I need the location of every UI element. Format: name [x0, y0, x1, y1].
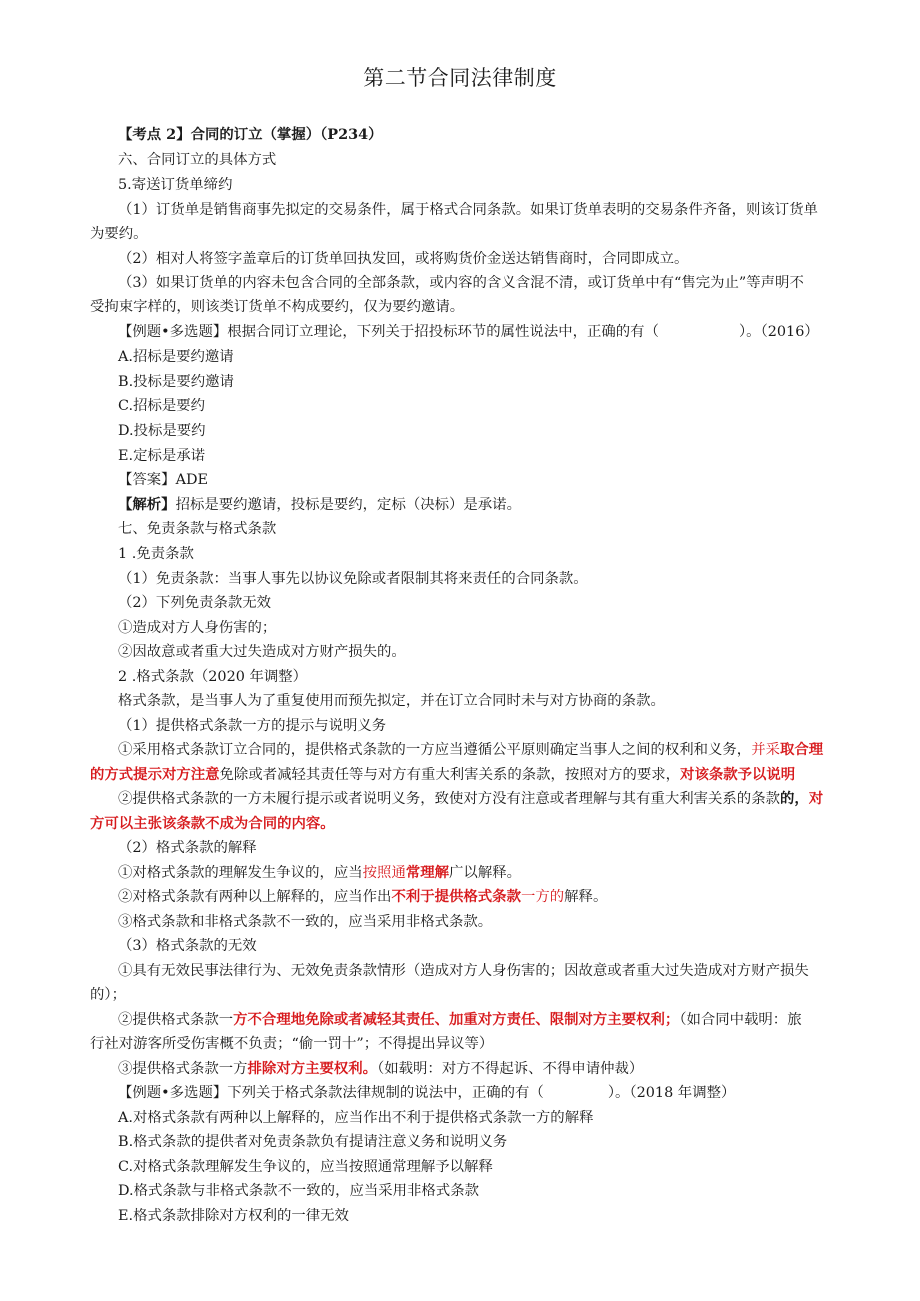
list-item — [118, 1059, 643, 1079]
paragraph-line: 为要约。 — [90, 226, 148, 242]
subsection-heading: 六、合同订立的具体方式 — [118, 152, 277, 168]
list-item: ①具有无效民事法律行为、无效免责条款情形（造成对方人身伤害的；因故意或者重大过失造成对方财产损失 — [118, 963, 809, 979]
question-suffix: ）。（2016） — [738, 324, 819, 340]
question-suffix: ）。（2018 年调整） — [607, 1085, 736, 1101]
item-heading: 1 .免责条款 — [118, 546, 194, 562]
paragraph-line: （3）格式条款的无效 — [118, 938, 257, 954]
list-item — [118, 1010, 802, 1030]
highlight-text: 取合理 — [780, 741, 824, 758]
item-heading: 5.寄送订货单缔约 — [118, 177, 233, 193]
option-item: B.格式条款的提供者对免责条款负有提请注意义务和说明义务 — [118, 1134, 508, 1150]
highlight-text: 对 — [808, 790, 824, 807]
option-item: A.招标是要约邀请 — [118, 349, 234, 365]
plain-text: ②提供格式条款一 — [118, 1012, 234, 1028]
paragraph-line — [118, 789, 823, 809]
list-item-continued: 行社对游客所受伤害概不负责；“偷一罚十”；不得提出异议等） — [90, 1036, 494, 1052]
plain-text: （如载明：对方不得起诉、不得申请仲裁） — [377, 1061, 644, 1077]
item-heading: 2 .格式条款（2020 年调整） — [118, 669, 308, 685]
analysis-text: 招标是要约邀请，投标是要约，定标（决标）是承诺。 — [175, 497, 521, 513]
paragraph-line: 方可以主张该条款不成为合同的内容。 — [90, 815, 335, 832]
highlight-text: 方不合理地免除或者减轻其责任、加重对方责任、限制对方主要权利； — [233, 1011, 680, 1028]
paragraph-line: 受拘束字样的，则该类订货单不构成要约，仅为要约邀请。 — [90, 299, 465, 315]
plain-text: ②对格式条款有两种以上解释的，应当作出 — [118, 889, 392, 905]
plain-text: （如合同中载明：旅 — [679, 1012, 802, 1028]
paragraph-line: （2）相对人将签字盖章后的订货单回执发回，或将购货价金送达销售商时，合同即成立。 — [118, 251, 689, 267]
list-item: ①造成对方人身伤害的； — [118, 620, 277, 636]
paragraph-line — [118, 740, 823, 760]
option-item: E.定标是承诺 — [118, 448, 206, 464]
question-text: 【例题•多选题】下列关于格式条款法律规制的说法中，正确的有（ — [118, 1085, 544, 1101]
plain-text: ①对格式条款的理解发生争议的，应当 — [118, 865, 363, 881]
paragraph-line — [90, 765, 795, 785]
list-item: ③格式条款和非格式条款不一致的，应当采用非格式条款。 — [118, 914, 493, 930]
highlight-text: 的方式提示对方注意 — [90, 766, 220, 783]
analysis-label: 【解析】 — [118, 496, 176, 513]
example-question — [118, 322, 819, 342]
list-item: ②因故意或者重大过失造成对方财产损失的。 — [118, 644, 406, 660]
bold-text: 的， — [779, 790, 809, 807]
paragraph-line: （1）订货单是销售商事先拟定的交易条件，属于格式合同条款。如果订货单表明的交易条件齐备，则该订货单 — [118, 202, 818, 218]
highlight-text: 并采 — [751, 742, 780, 758]
option-item: E.格式条款排除对方权利的一律无效 — [118, 1208, 349, 1224]
plain-text: ①采用格式条款订立合同的，提供格式条款的一方应当遵循公平原则确定当事人之间的权利和义务， — [118, 742, 752, 758]
page-title: 第二节合同法律制度 — [363, 66, 557, 90]
option-item: D.投标是要约 — [118, 423, 206, 439]
paragraph-line: 格式条款，是当事人为了重复使用而预先拟定，并在订立合同时未与对方协商的条款。 — [118, 693, 665, 709]
option-item: B.投标是要约邀请 — [118, 374, 234, 390]
highlight-text: 一方的 — [520, 889, 565, 905]
list-item-continued: 的）； — [90, 987, 126, 1003]
plain-text: ③提供格式条款一方 — [118, 1061, 248, 1077]
paragraph-line: （3）如果订货单的内容未包含合同的全部条款，或内容的含义含混不清，或订货单中有“售完为止”等声明不 — [118, 275, 804, 291]
section-heading: 【考点 2】合同的订立（掌握）（P234） — [118, 126, 383, 143]
highlight-text: 排除对方主要权利。 — [247, 1060, 378, 1077]
list-item — [118, 863, 521, 883]
highlight-text: 按照通 — [362, 865, 406, 881]
paragraph-line: （2）格式条款的解释 — [118, 840, 257, 856]
option-item: C.招标是要约 — [118, 398, 206, 414]
paragraph-line: （1）提供格式条款一方的提示与说明义务 — [118, 718, 387, 734]
question-text: 【例题•多选题】根据合同订立理论，下列关于招投标环节的属性说法中，正确的有（ — [118, 324, 659, 340]
paragraph-line: （2）下列免责条款无效 — [118, 595, 272, 611]
highlight-text: 对该条款予以说明 — [680, 766, 796, 783]
list-item — [118, 887, 607, 907]
option-item: A.对格式条款有两种以上解释的，应当作出不利于提供格式条款一方的解释 — [118, 1110, 594, 1126]
plain-text: 免除或者减轻其责任等与对方有重大利害关系的条款，按照对方的要求， — [219, 767, 681, 783]
paragraph-line: （1）免责条款：当事人事先以协议免除或者限制其将来责任的合同条款。 — [118, 571, 588, 587]
plain-text: 解释。 — [564, 889, 608, 905]
plain-text: 广以解释。 — [449, 865, 521, 881]
option-item: D.格式条款与非格式条款不一致的，应当采用非格式条款 — [118, 1183, 479, 1199]
highlight-text: 常理解 — [405, 864, 450, 881]
option-item: C.对格式条款理解发生争议的，应当按照通常理解予以解释 — [118, 1159, 493, 1175]
analysis-line — [118, 495, 521, 515]
highlight-text: 不利于提供格式条款 — [391, 888, 521, 905]
example-question — [118, 1083, 735, 1103]
answer-line: 【答案】ADE — [118, 472, 208, 488]
subsection-heading: 七、免责条款与格式条款 — [118, 521, 277, 537]
plain-text: ②提供格式条款的一方未履行提示或者说明义务，致使对方没有注意或者理解与其有重大利害关系的条款 — [118, 791, 780, 807]
